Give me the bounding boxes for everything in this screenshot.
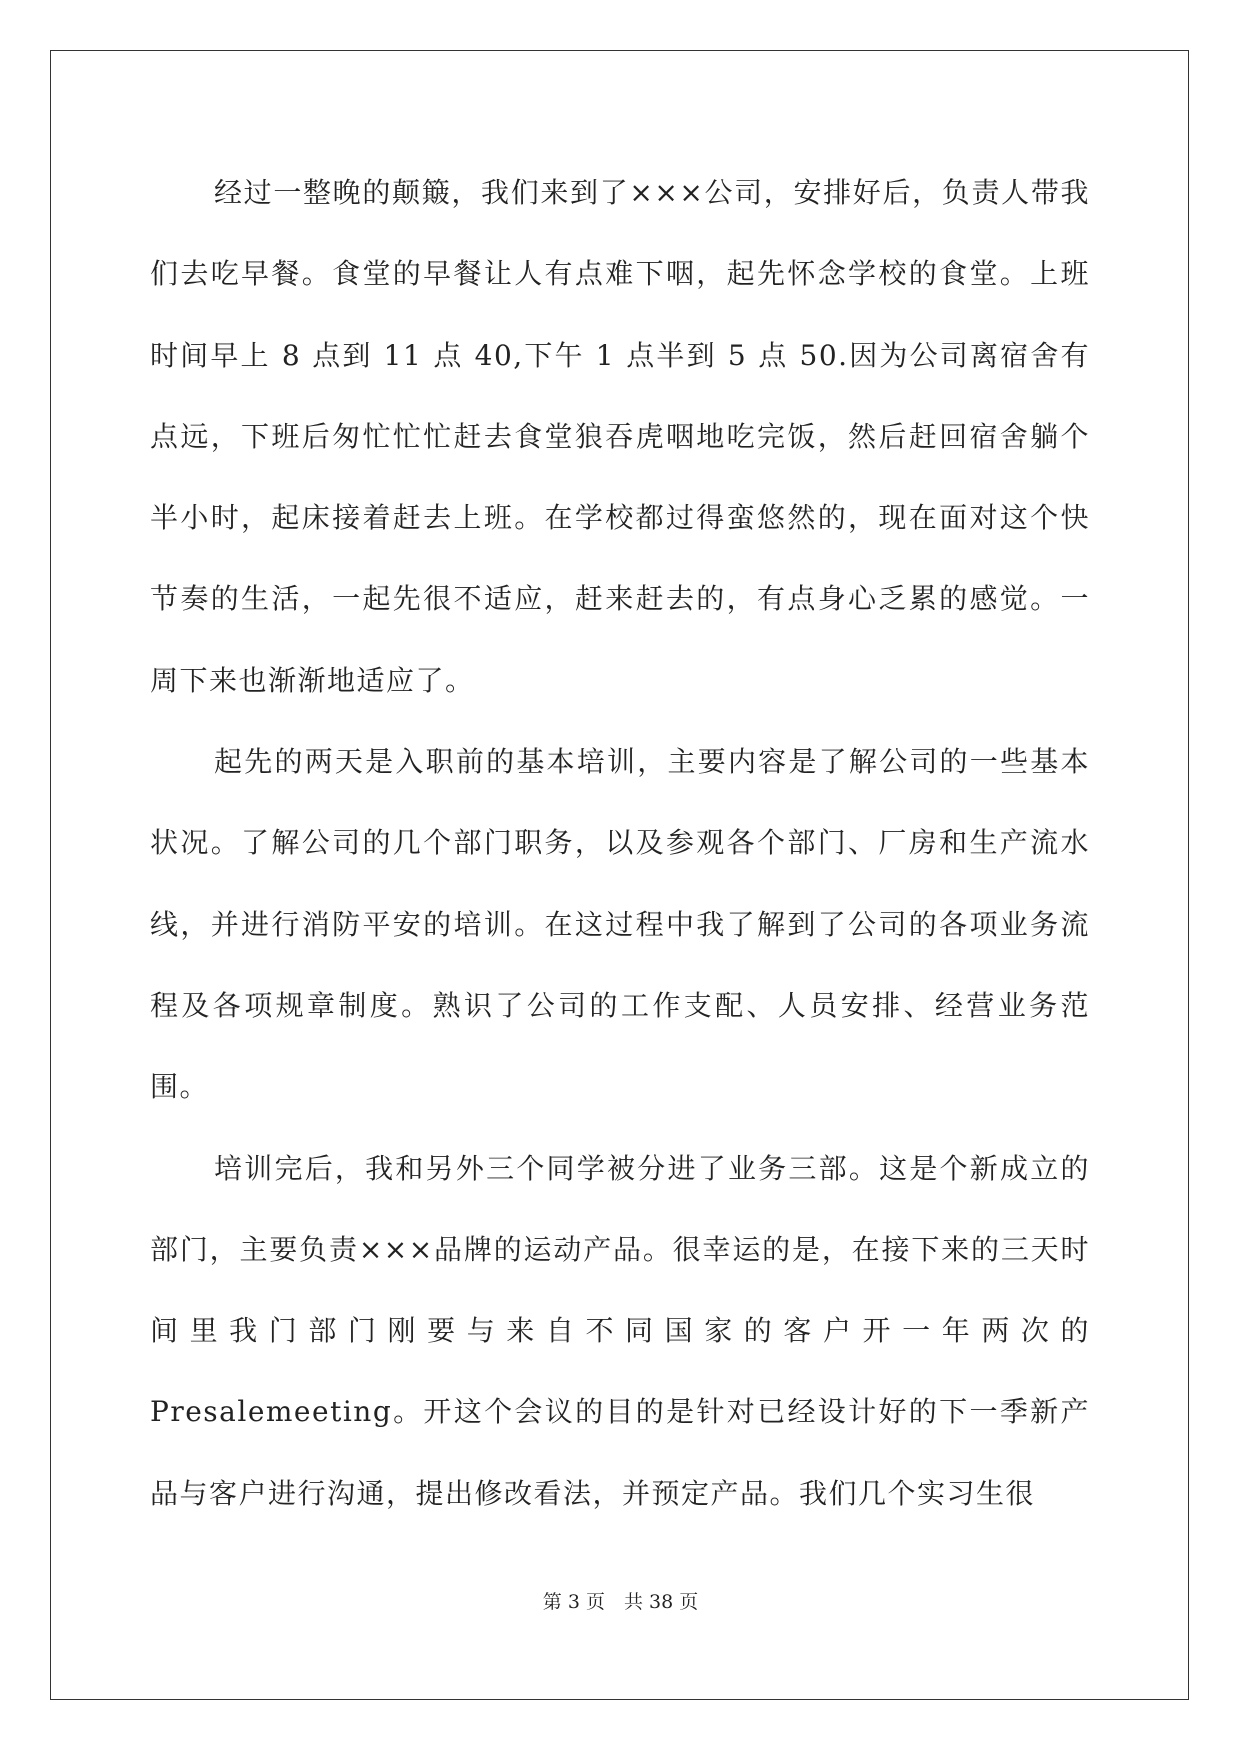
page-number-footer: 第 3 页 共 38 页 (542, 1591, 699, 1613)
paragraph-3: 培训完后，我和另外三个同学被分进了业务三部。这是个新成立的部门，主要负责×××品牌的运动产品。很幸运的是，在接下来的三天时间里我门部门刚要与来自不同国家的客户开一年两次的Presalemeeting。开这个会议的目的是针对已经设计好的下一季新产品与客户进行沟通，提出修改看法，并预定产品。我们几个实习生很 (150, 1151, 1090, 1510)
paragraph-2: 起先的两天是入职前的基本培训，主要内容是了解公司的一些基本状况。了解公司的几个部门职务，以及参观各个部门、厂房和生产流水线，并进行消防平安的培训。在这过程中我了解到了公司的各项业务流程及各项规章制度。熟识了公司的工作支配、人员安排、经营业务范围。 (150, 745, 1090, 1104)
paragraph-1: 经过一整晚的颠簸，我们来到了×××公司，安排好后，负责人带我们去吃早餐。食堂的早餐让人有点难下咽，起先怀念学校的食堂。上班时间早上 8 点到 11 点 40,下午 1 点半到 5 点 50.因为公司离宿舍有点远，下班后匆忙忙忙赶去食堂狼吞虎咽地吃完饭，然后赶回宿舍躺个半小时，起床接着赶去上班。在学校都过得蛮悠然的，现在面对这个快节奏的生活，一起先很不适应，赶来赶去的，有点身心乏累的感觉。一周下来也渐渐地适应了。 (150, 176, 1090, 697)
document-body (150, 152, 1090, 1534)
